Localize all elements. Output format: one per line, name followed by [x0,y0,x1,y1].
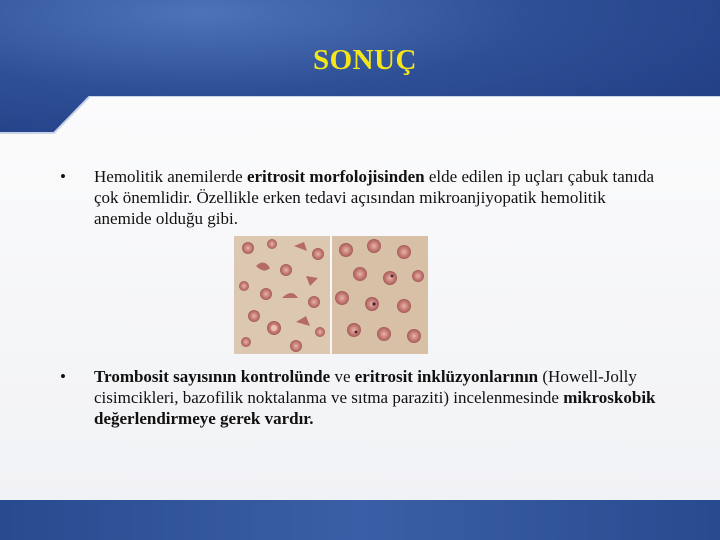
blood-smear-inclusions [332,236,428,354]
bullet-2-part-4: (Howell-Jolly cisimcikleri, bazofilik noktalanma ve sıtma paraziti) incelenmesinde [94,367,637,407]
bullet-2-part-3: eritrosit inklüzyonlarının [354,367,539,386]
bullet-text-2 [94,366,660,429]
footer-bar [0,500,720,540]
bullet-1-part-1: Hemolitik anemilerde [94,167,247,186]
blood-smear-images [234,236,428,354]
bullet-1-part-3: elde edilen ip uçları çabuk tanıda çok önemlidir. Özellikle erken tedavi açısından mikroanjiyopatik hemolitik anemide olduğu gibi. [94,167,655,228]
bullet-dot: • [60,367,66,386]
bullet-2-part-1: Trombosit sayısının kontrolünde [94,367,331,386]
bullet-item-1 [60,166,660,229]
slide-title: SONUÇ [312,44,417,76]
bullet-2-part-5: mikroskobik değerlendirmeye gerek vardır. [94,388,656,428]
bullet-2-part-2: ve [330,367,355,386]
bullet-1-part-2: eritrosit morfolojisinden [246,167,425,186]
blood-smear-schistocytes [234,236,330,354]
bullet-dot: • [60,167,66,186]
bullet-text-1 [94,166,660,229]
bullet-item-2 [60,366,660,429]
